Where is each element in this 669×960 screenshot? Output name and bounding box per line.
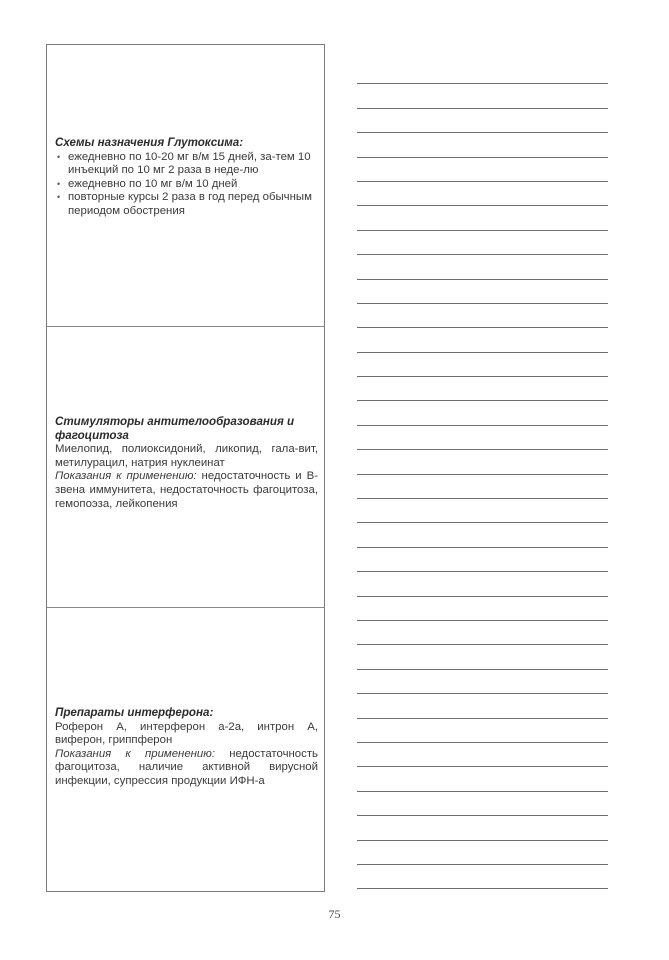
notes-lines-column	[357, 60, 608, 889]
bullet-item: • повторные курсы 2 раза в год перед обычным периодом обострения	[55, 191, 318, 218]
note-line	[357, 280, 608, 304]
indications-paragraph	[55, 470, 318, 511]
note-line	[357, 231, 608, 255]
indications-label: Показания к применению:	[55, 747, 215, 760]
card-title: Препараты интерферона:	[55, 706, 214, 719]
note-line	[357, 133, 608, 157]
note-line	[357, 865, 608, 889]
note-line	[357, 426, 608, 450]
note-line	[357, 304, 608, 328]
note-line	[357, 182, 608, 206]
note-line	[357, 450, 608, 474]
drug-list: Миелопид, полиоксидоний, ликопид, гала-вит, метилурацил, натрия нуклеинат	[55, 443, 318, 469]
note-line	[357, 694, 608, 718]
note-line	[357, 597, 608, 621]
note-line	[357, 255, 608, 279]
indications-label: Показания к применению:	[55, 470, 197, 483]
card-column	[46, 44, 325, 892]
bullet-item: • ежедневно по 10-20 мг в/м 15 дней, за-тем 10 инъекций по 10 мг 2 раза в неде-лю	[55, 151, 318, 178]
card-glutoxim-schemes	[46, 44, 325, 326]
bullet-item: • ежедневно по 10 мг в/м 10 дней	[55, 178, 318, 192]
page-number: 75	[328, 907, 341, 921]
drug-list: Роферон А, интерферон а-2а, интрон А, виферон, гриппферон	[55, 720, 318, 747]
card-title: Стимуляторы антителообразования и фагоцитоза	[55, 415, 295, 442]
note-line	[357, 816, 608, 840]
card-content	[55, 136, 318, 219]
indications-paragraph	[55, 748, 318, 789]
card-antibody-stimulators	[46, 326, 325, 607]
note-line	[357, 84, 608, 108]
note-line	[357, 621, 608, 645]
note-line	[357, 499, 608, 523]
card-content	[55, 706, 318, 789]
note-line	[357, 328, 608, 352]
note-line	[357, 719, 608, 743]
note-line	[357, 523, 608, 547]
note-line	[357, 743, 608, 767]
note-line	[357, 841, 608, 865]
note-line	[357, 401, 608, 425]
note-line	[357, 548, 608, 572]
note-line	[357, 645, 608, 669]
card-content	[55, 415, 318, 511]
note-line	[357, 158, 608, 182]
note-line	[357, 792, 608, 816]
note-line	[357, 475, 608, 499]
indications-text: недостаточность фагоцитоза, наличие активной вирусной инфекции, супрессия продукции ИФН-а	[55, 747, 318, 787]
card-title: Схемы назначения Глутоксима:	[55, 136, 244, 149]
note-line	[357, 767, 608, 791]
note-line	[357, 670, 608, 694]
note-line	[357, 377, 608, 401]
bullet-list	[55, 151, 318, 219]
note-line	[357, 109, 608, 133]
note-line	[357, 60, 608, 84]
note-line	[357, 206, 608, 230]
indications-text: недостаточность и В-звена иммунитета, недостаточность фагоцитоза, гемопоэза, лейкопения	[55, 470, 319, 510]
note-line	[357, 572, 608, 596]
note-line	[357, 353, 608, 377]
card-interferon-drugs	[46, 607, 325, 892]
